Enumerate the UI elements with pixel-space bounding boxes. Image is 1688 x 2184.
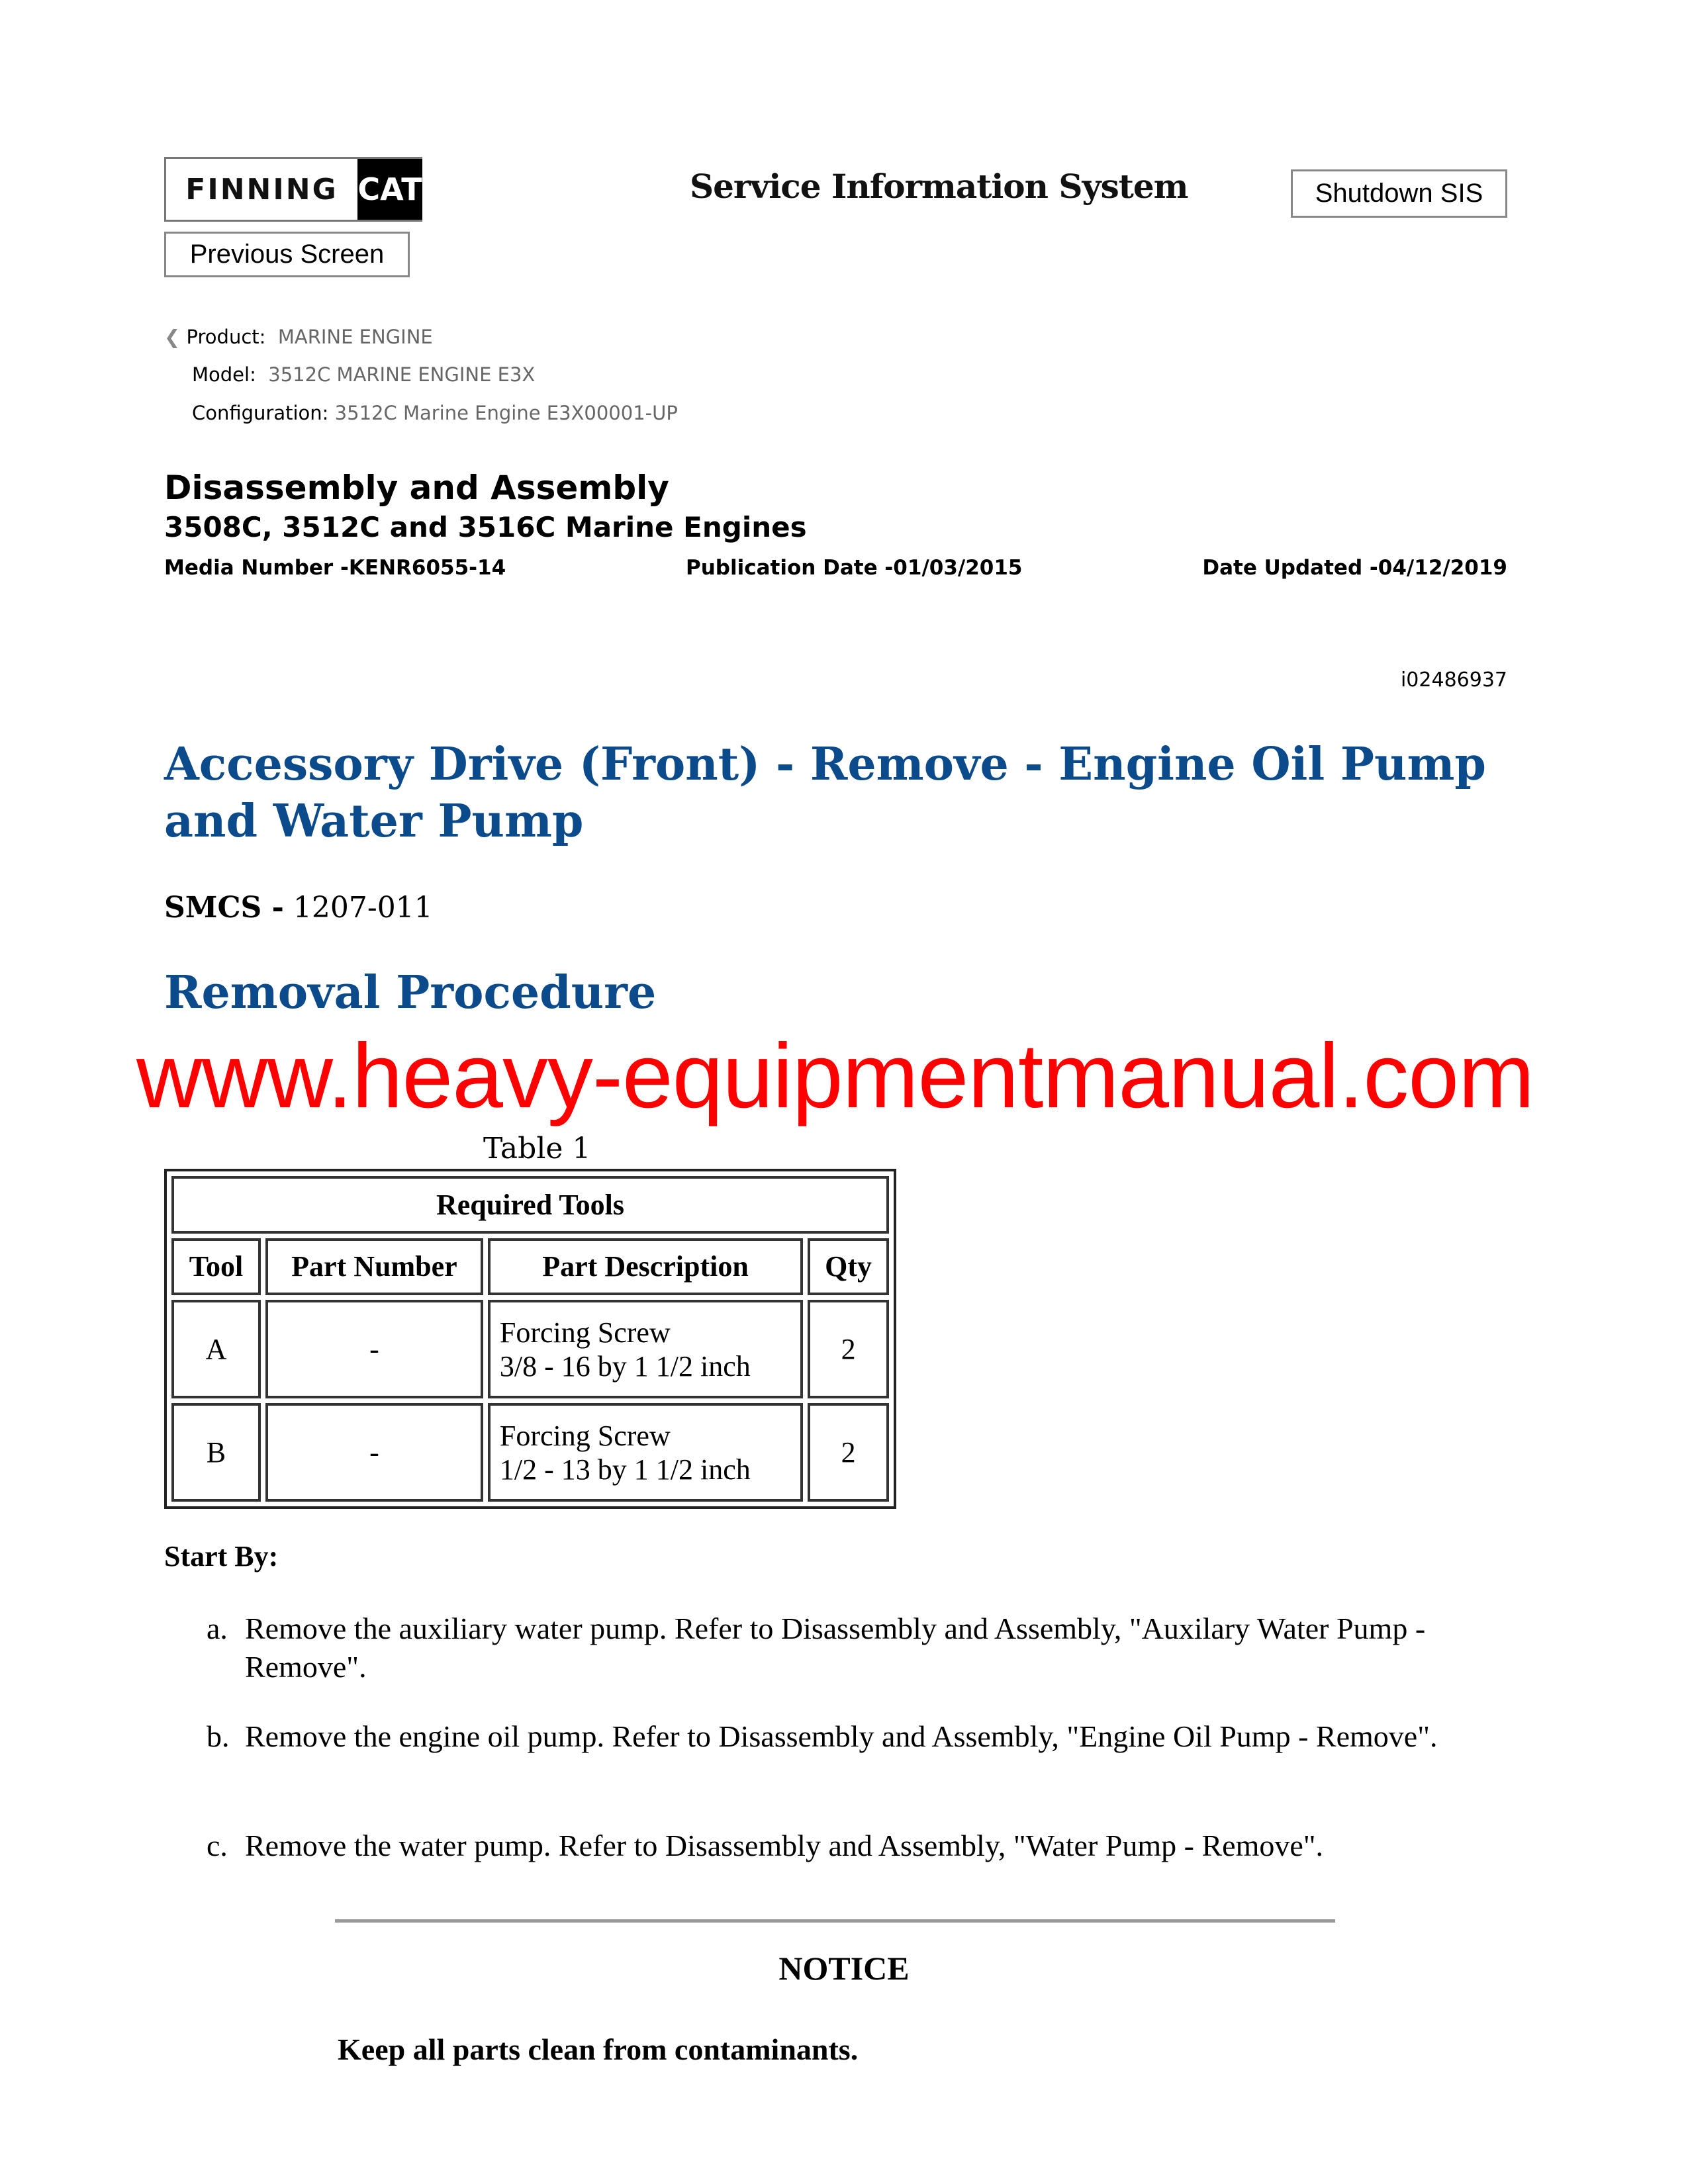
- model-value: 3512C MARINE ENGINE E3X: [268, 363, 536, 386]
- list-item: [207, 1717, 1451, 1756]
- previous-screen-button[interactable]: Previous Screen: [164, 232, 410, 277]
- model-line: [192, 363, 535, 386]
- qty-cell: 2: [808, 1403, 889, 1502]
- column-header: Part Number: [265, 1238, 483, 1296]
- section-heading: Removal Procedure: [164, 966, 657, 1019]
- smcs-value: 1207-011: [283, 891, 433, 925]
- part-number-cell: -: [265, 1403, 483, 1502]
- column-header: Tool: [171, 1238, 261, 1296]
- document-id: i02486937: [1400, 668, 1507, 692]
- list-item-text: Remove the engine oil pump. Refer to Disassembly and Assembly, "Engine Oil Pump - Remove".: [245, 1719, 1438, 1753]
- table-row: [171, 1300, 889, 1398]
- list-marker: c.: [207, 1829, 228, 1862]
- product-label: Product:: [186, 326, 266, 348]
- smcs-label: SMCS -: [164, 891, 284, 925]
- publication-date: Publication Date -01/03/2015: [686, 556, 1023, 580]
- finning-logo-text: FINNING: [185, 172, 338, 206]
- part-number-cell: -: [265, 1300, 483, 1398]
- start-by-heading: Start By:: [164, 1540, 279, 1572]
- tool-cell: B: [171, 1403, 261, 1502]
- list-item: [207, 1610, 1524, 1686]
- cat-logo-text: CAT: [357, 159, 422, 220]
- description-line: Forcing Screw: [499, 1419, 671, 1452]
- list-marker: b.: [207, 1719, 230, 1753]
- list-item-text: Remove the auxiliary water pump. Refer to Disassembly and Assembly, "Auxilary Water Pump - Remove".: [245, 1612, 1426, 1684]
- configuration-label: Configuration:: [192, 402, 329, 424]
- column-header: Part Description: [488, 1238, 803, 1296]
- list-item-text: Remove the water pump. Refer to Disassembly and Assembly, "Water Pump - Remove".: [245, 1829, 1324, 1862]
- table-title: Required Tools: [171, 1176, 889, 1234]
- part-description-cell: [488, 1300, 803, 1398]
- column-header: Qty: [808, 1238, 889, 1296]
- tool-cell: A: [171, 1300, 261, 1398]
- model-label: Model:: [192, 363, 256, 386]
- document-heading: Disassembly and Assembly: [164, 469, 669, 507]
- media-number: Media Number -KENR6055-14: [164, 556, 506, 580]
- list-marker: a.: [207, 1612, 228, 1645]
- product-value: MARINE ENGINE: [277, 326, 433, 348]
- configuration-value: 3512C Marine Engine E3X00001-UP: [334, 402, 678, 424]
- qty-cell: 2: [808, 1300, 889, 1398]
- description-line: Forcing Screw: [499, 1316, 671, 1349]
- system-title: Service Information System: [690, 167, 1188, 206]
- required-tools-table: [164, 1169, 896, 1509]
- notice-title: NOTICE: [778, 1950, 910, 1987]
- publication-info: [164, 556, 1507, 580]
- watermark: www.heavy-equipmentmanual.com: [136, 1025, 1534, 1127]
- smcs-code: [164, 891, 433, 925]
- notice-text: Keep all parts clean from contaminants.: [338, 2032, 859, 2066]
- description-line: 1/2 - 13 by 1 1/2 inch: [499, 1453, 751, 1486]
- finning-cat-logo: [164, 157, 422, 222]
- description-line: 3/8 - 16 by 1 1/2 inch: [499, 1349, 751, 1383]
- document-subheading: 3508C, 3512C and 3516C Marine Engines: [164, 511, 807, 543]
- shutdown-sis-button[interactable]: Shutdown SIS: [1291, 169, 1507, 218]
- back-arrow-icon[interactable]: ❮: [164, 326, 181, 348]
- table-row: [171, 1403, 889, 1502]
- date-updated: Date Updated -04/12/2019: [1202, 556, 1507, 580]
- configuration-line: [192, 402, 678, 424]
- part-description-cell: [488, 1403, 803, 1502]
- list-item: [207, 1827, 1524, 1865]
- notice-divider: [335, 1919, 1335, 1923]
- product-line: [164, 326, 433, 348]
- article-title: Accessory Drive (Front) - Remove - Engine Oil Pump and Water Pump: [164, 738, 1486, 848]
- table-caption: Table 1: [483, 1132, 591, 1165]
